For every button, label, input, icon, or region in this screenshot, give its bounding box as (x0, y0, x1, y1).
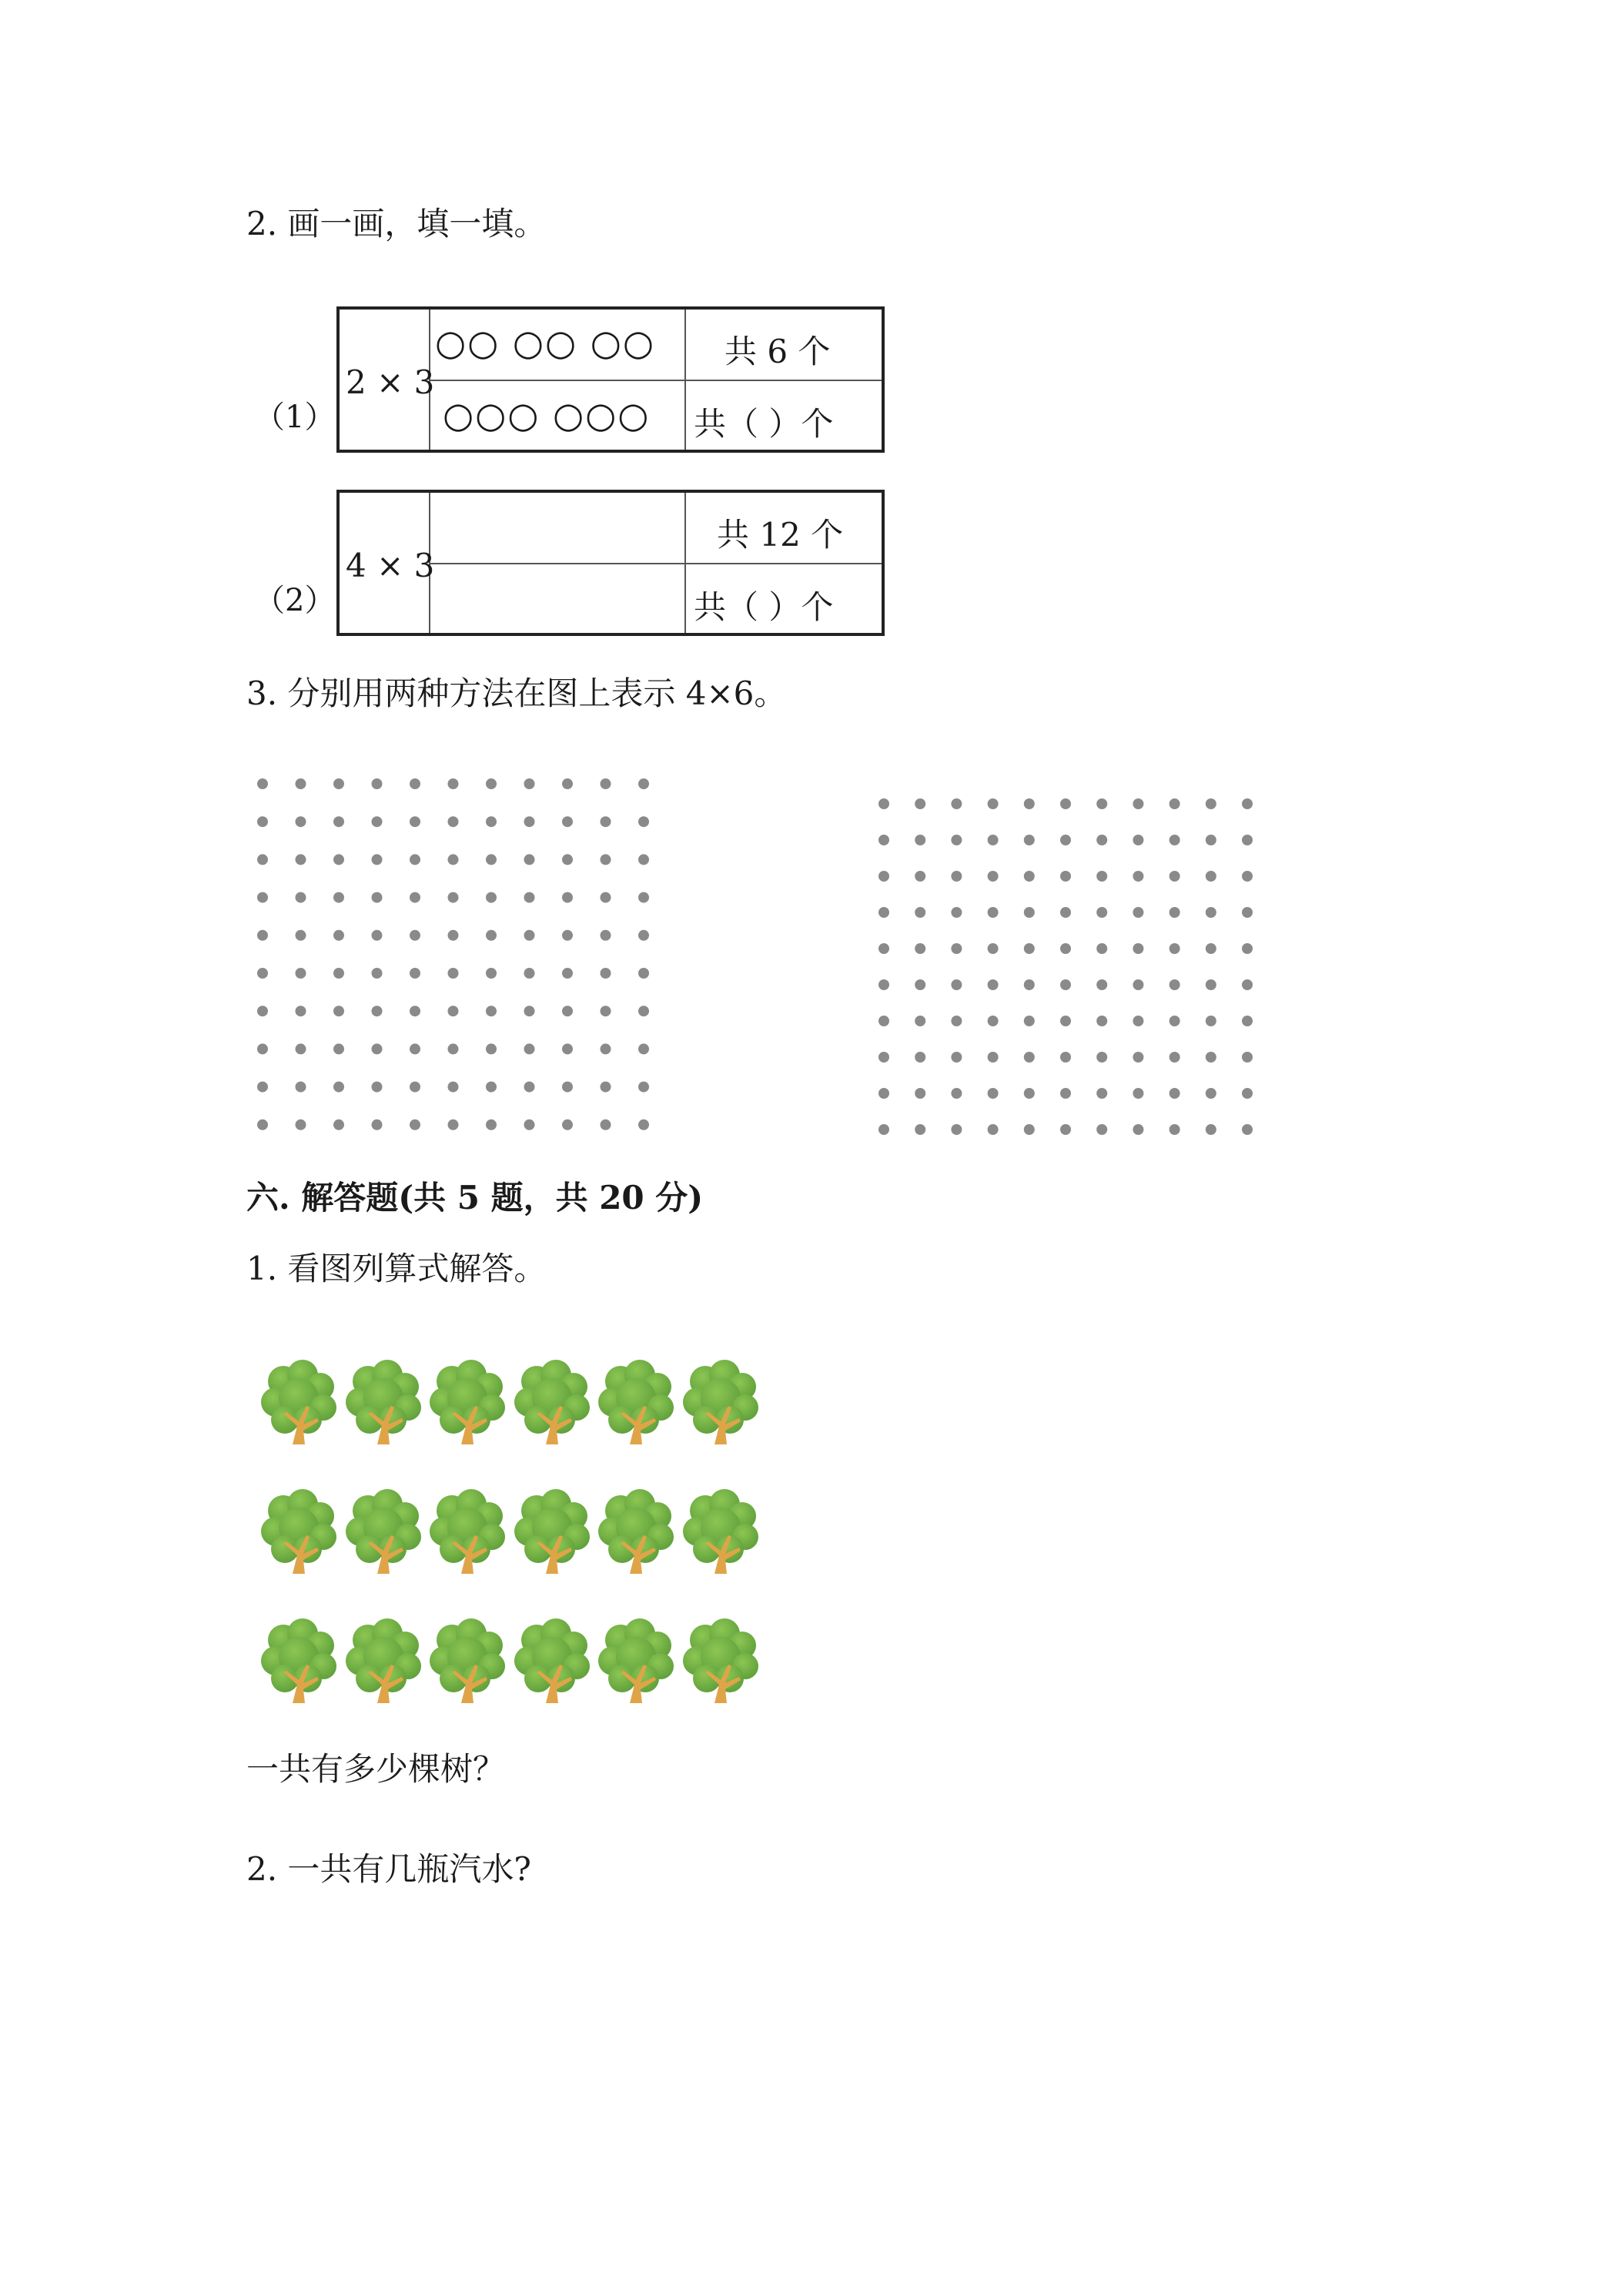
grid-dot[interactable] (878, 1052, 889, 1063)
grid-dot[interactable] (988, 907, 999, 918)
grid-dot[interactable] (1206, 1052, 1216, 1063)
grid-dot[interactable] (1206, 1124, 1216, 1135)
grid-dot[interactable] (951, 979, 962, 990)
grid-dot[interactable] (1024, 1016, 1035, 1026)
tree-icon (260, 1618, 337, 1705)
tree-icon (682, 1360, 759, 1446)
grid-dot[interactable] (988, 1052, 999, 1063)
grid-dot[interactable] (1133, 1124, 1143, 1135)
expr-2x3: 2 × 3 (346, 363, 435, 401)
grid-dot[interactable] (951, 798, 962, 809)
grid-dot[interactable] (1133, 907, 1143, 918)
tree-icon (682, 1618, 759, 1705)
grid-dot[interactable] (1024, 907, 1035, 918)
grid-dot[interactable] (1096, 1052, 1107, 1063)
grid-dot[interactable] (1060, 979, 1071, 990)
grid-dot[interactable] (1170, 1088, 1180, 1099)
total-row2-blank[interactable]: 共（ ）个 (694, 588, 834, 626)
grid-dot[interactable] (951, 1088, 962, 1099)
grid-dot[interactable] (951, 1124, 962, 1135)
grid-dot[interactable] (951, 1016, 962, 1026)
grid-dot[interactable] (988, 798, 999, 809)
grid-dot[interactable] (915, 798, 925, 809)
grid-dot[interactable] (1242, 907, 1253, 918)
grid-dot[interactable] (1060, 907, 1071, 918)
tree-icon (345, 1360, 422, 1446)
tree-icon (260, 1489, 337, 1575)
grid-dot[interactable] (1206, 835, 1216, 845)
grid-dot[interactable] (1206, 798, 1216, 809)
grid-dot[interactable] (1170, 1016, 1180, 1026)
grid-dot[interactable] (1242, 835, 1253, 845)
grid-dot[interactable] (1206, 979, 1216, 990)
tree-icon (514, 1489, 591, 1575)
grid-dot[interactable] (1170, 979, 1180, 990)
grid-dot[interactable] (915, 1052, 925, 1063)
grid-dot[interactable] (951, 835, 962, 845)
grid-dot[interactable] (988, 979, 999, 990)
grid-dot[interactable] (915, 1088, 925, 1099)
grid-dot[interactable] (915, 871, 925, 882)
tree-icon (514, 1360, 591, 1446)
grid-dot[interactable] (988, 943, 999, 954)
grid-dot[interactable] (1170, 798, 1180, 809)
grid-dot[interactable] (1096, 979, 1107, 990)
p2-title: 2. 一共有几瓶汽水? (246, 1850, 531, 1888)
grid-dot[interactable] (951, 1052, 962, 1063)
grid-dot[interactable] (1096, 943, 1107, 954)
grid-dot[interactable] (1060, 1088, 1071, 1099)
tree-icon (514, 1618, 591, 1705)
grid-dot[interactable] (1133, 979, 1143, 990)
grid-dot[interactable] (1060, 798, 1071, 809)
grid-dot[interactable] (1096, 907, 1107, 918)
grid-dot[interactable] (1024, 1124, 1035, 1135)
grid-dot[interactable] (1024, 943, 1035, 954)
grid-dot[interactable] (951, 907, 962, 918)
grid-dot[interactable] (1170, 1052, 1180, 1063)
grid-dot[interactable] (1060, 943, 1071, 954)
grid-dot[interactable] (1170, 1124, 1180, 1135)
circles-row2: ○○○ ○○○ (443, 394, 651, 436)
q2-part1-label: （1） (254, 400, 336, 435)
grid-dot[interactable] (915, 1016, 925, 1026)
tree-icon (260, 1360, 337, 1446)
grid-dot[interactable] (878, 979, 889, 990)
grid-dot[interactable] (1206, 907, 1216, 918)
grid-dot[interactable] (1242, 1124, 1253, 1135)
tree-icon (597, 1489, 674, 1575)
grid-dot[interactable] (915, 979, 925, 990)
grid-dot[interactable] (1242, 798, 1253, 809)
grid-dot[interactable] (878, 943, 889, 954)
grid-dot[interactable] (1170, 907, 1180, 918)
grid-dot[interactable] (1206, 871, 1216, 882)
grid-dot[interactable] (1096, 1016, 1107, 1026)
grid-dot[interactable] (1096, 1124, 1107, 1135)
grid-dot[interactable] (1242, 1016, 1253, 1026)
total-row1: 共 12 个 (717, 516, 844, 554)
tree-icon (429, 1360, 506, 1446)
total-row2-blank[interactable]: 共（ ）个 (694, 405, 834, 443)
q3-title: 3. 分别用两种方法在图上表示 4×6。 (246, 674, 787, 712)
p1-question: 一共有多少棵树？ (246, 1750, 506, 1788)
grid-dot[interactable] (915, 943, 925, 954)
grid-dot[interactable] (1024, 835, 1035, 845)
grid-dot[interactable] (915, 835, 925, 845)
grid-dot[interactable] (915, 907, 925, 918)
grid-dot[interactable] (915, 1124, 925, 1135)
tree-icon (682, 1489, 759, 1575)
grid-dot[interactable] (878, 1016, 889, 1026)
grid-dot[interactable] (878, 871, 889, 882)
p1-title: 1. 看图列算式解答。 (246, 1250, 547, 1287)
grid-dot[interactable] (1133, 1088, 1143, 1099)
q2-title: 2. 画一画，填一填。 (246, 205, 547, 243)
grid-dot[interactable] (988, 1016, 999, 1026)
grid-dot[interactable] (1242, 1088, 1253, 1099)
grid-dot[interactable] (1096, 1088, 1107, 1099)
grid-dot[interactable] (1242, 979, 1253, 990)
grid-dot[interactable] (1096, 871, 1107, 882)
grid-dot[interactable] (1206, 1016, 1216, 1026)
grid-dot[interactable] (1133, 798, 1143, 809)
grid-dot[interactable] (988, 871, 999, 882)
grid-dot[interactable] (1133, 871, 1143, 882)
grid-dot[interactable] (1170, 871, 1180, 882)
grid-dot[interactable] (988, 1124, 999, 1135)
grid-dot[interactable] (878, 835, 889, 845)
tree-icon (429, 1618, 506, 1705)
grid-dot[interactable] (878, 798, 889, 809)
grid-dot[interactable] (1206, 943, 1216, 954)
grid-dot[interactable] (1096, 835, 1107, 845)
grid-dot[interactable] (1133, 1016, 1143, 1026)
grid-dot[interactable] (1060, 1124, 1071, 1135)
grid-dot[interactable] (1170, 835, 1180, 845)
expr-4x3: 4 × 3 (346, 547, 435, 584)
grid-dot[interactable] (1024, 798, 1035, 809)
tree-icon (345, 1618, 422, 1705)
grid-dot[interactable] (951, 871, 962, 882)
grid-dot[interactable] (988, 1088, 999, 1099)
grid-dot[interactable] (878, 1124, 889, 1135)
grid-dot[interactable] (1060, 1052, 1071, 1063)
circles-row1: ○○ ○○ ○○ (435, 322, 656, 363)
grid-dot[interactable] (1096, 798, 1107, 809)
section-6-title: 六. 解答题(共 5 题，共 20 分) (246, 1179, 704, 1217)
grid-dot[interactable] (951, 943, 962, 954)
grid-dot[interactable] (1206, 1088, 1216, 1099)
grid-dot[interactable] (1133, 1052, 1143, 1063)
tree-icon (345, 1489, 422, 1575)
grid-dot[interactable] (1024, 1088, 1035, 1099)
grid-dot[interactable] (1133, 943, 1143, 954)
tree-icon (597, 1618, 674, 1705)
grid-dot[interactable] (878, 1088, 889, 1099)
grid-dot[interactable] (1133, 835, 1143, 845)
grid-dot[interactable] (1242, 943, 1253, 954)
grid-dot[interactable] (1024, 871, 1035, 882)
grid-dot[interactable] (1242, 1052, 1253, 1063)
grid-dot[interactable] (878, 907, 889, 918)
grid-dot[interactable] (1060, 1016, 1071, 1026)
grid-dot[interactable] (1170, 943, 1180, 954)
tree-icon (597, 1360, 674, 1446)
total-row1: 共 6 个 (724, 333, 831, 370)
grid-dot[interactable] (988, 835, 999, 845)
grid-dot[interactable] (1060, 871, 1071, 882)
grid-dot[interactable] (1242, 871, 1253, 882)
grid-dot[interactable] (1024, 1052, 1035, 1063)
tree-icon (429, 1489, 506, 1575)
q2-part2-label: （2） (254, 583, 336, 618)
grid-dot[interactable] (1060, 835, 1071, 845)
grid-dot[interactable] (1024, 979, 1035, 990)
